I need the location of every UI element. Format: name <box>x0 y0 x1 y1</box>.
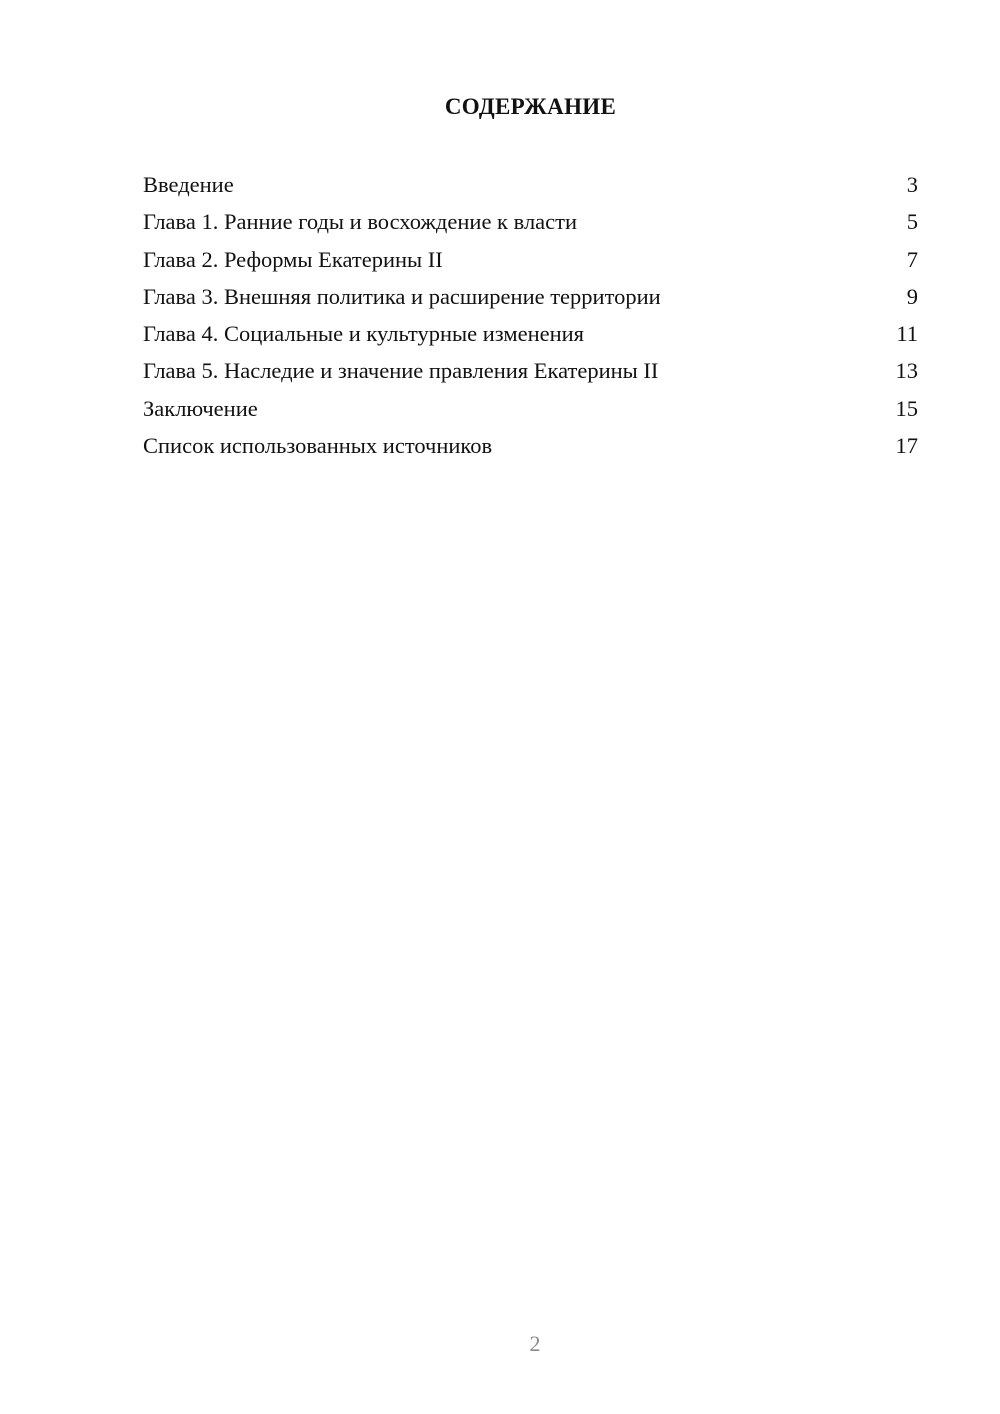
toc-entry-conclusion[interactable] <box>143 390 918 427</box>
toc-entry-chapter-5[interactable] <box>143 352 918 389</box>
toc-entry-page: 9 <box>906 283 918 309</box>
toc-entry-page: 13 <box>895 358 918 384</box>
toc-entry-page: 15 <box>895 395 918 421</box>
toc-entry-title: Глава 1. Ранние годы и восхождение к власти <box>143 209 578 235</box>
toc-entry-references[interactable] <box>143 427 918 464</box>
page-number: 2 <box>529 1331 541 1356</box>
toc-entry-page: 3 <box>906 172 918 197</box>
toc-entry-chapter-3[interactable] <box>143 278 918 315</box>
toc-entry-title: Глава 4. Социальные и культурные изменения <box>143 321 585 347</box>
toc-entry-title: Заключение <box>143 395 258 421</box>
toc-entry-title: Введение <box>143 172 234 197</box>
table-of-contents <box>143 166 918 464</box>
toc-entry-title: Глава 2. Реформы Екатерины II <box>143 246 443 272</box>
toc-entry-page: 11 <box>896 321 918 347</box>
toc-entry-chapter-1[interactable] <box>143 203 918 240</box>
toc-entry-title: Список использованных источников <box>143 433 493 459</box>
toc-entry-title: Глава 3. Внешняя политика и расширение территории <box>143 283 661 309</box>
toc-entry-title: Глава 5. Наследие и значение правления Екатерины II <box>143 358 659 384</box>
toc-entry-chapter-4[interactable] <box>143 315 918 352</box>
toc-entry-page: 7 <box>906 246 918 272</box>
toc-entry-page: 17 <box>895 433 918 459</box>
toc-entry-chapter-2[interactable] <box>143 241 918 278</box>
toc-entry-page: 5 <box>906 209 918 235</box>
page-title: СОДЕРЖАНИЕ <box>444 94 617 119</box>
toc-entry-introduction[interactable] <box>143 166 918 203</box>
